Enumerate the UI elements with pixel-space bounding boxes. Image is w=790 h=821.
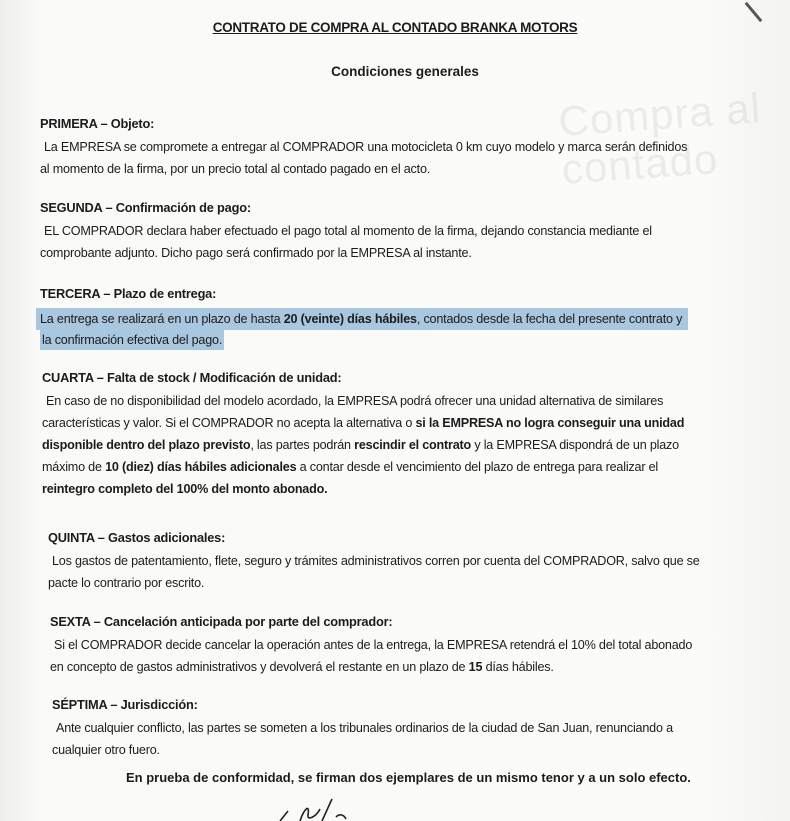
clause-line xyxy=(42,414,684,436)
bold-term: si la EMPRESA no logra conseguir una unidad xyxy=(415,416,685,430)
clause-line: pacte lo contrario por escrito. xyxy=(48,576,205,590)
bold-term: 20 (veinte) días hábiles xyxy=(283,312,417,326)
clause-line: Ante cualquier conflicto, las partes se someten a los tribunales ordinarios de la ciudad de San Juan, renunciando a xyxy=(56,721,673,735)
clause-line: Si el COMPRADOR decide cancelar la operación antes de la entrega, la EMPRESA retendrá el 10% del total abonado xyxy=(54,638,693,652)
text-run: máximo de xyxy=(42,460,106,474)
text-run: La entrega se realizará en un plazo de hasta xyxy=(40,312,284,326)
clause-cuarta xyxy=(42,370,684,502)
clause-line: En caso de no disponibilidad del modelo acordado, la EMPRESA podrá ofrecer una unidad alternativa de similares xyxy=(46,394,664,408)
text-run: , las partes podrán xyxy=(250,438,355,452)
clause-primera xyxy=(40,116,687,182)
clause-line: Los gastos de patentamiento, flete, seguro y trámites administrativos corren por cuenta del COMPRADOR, salvo que se xyxy=(52,554,700,568)
text-highlight xyxy=(36,308,688,330)
clause-line xyxy=(42,458,684,480)
clause-line xyxy=(42,436,684,458)
closing-statement: En prueba de conformidad, se firman dos ejemplares de un mismo tenor y a un solo efecto. xyxy=(126,770,691,785)
document-title: CONTRATO DE COMPRA AL CONTADO BRANKA MOTORS xyxy=(212,20,578,35)
bleed-through-text: Compra al contado xyxy=(556,83,763,193)
bold-term: 15 xyxy=(468,660,483,674)
signature-icon xyxy=(260,795,370,821)
clause-septima xyxy=(52,697,673,763)
clause-line xyxy=(50,658,692,680)
document-subtitle: Condiciones generales xyxy=(331,64,479,79)
text-highlight: la confirmación efectiva del pago. xyxy=(40,330,224,350)
clause-line: EL COMPRADOR declara haber efectuado el pago total al momento de la firma, dejando constancia mediante el xyxy=(44,224,652,238)
clause-tercera xyxy=(40,286,688,352)
text-run: en concepto de gastos administrativos y devolverá el restante en un plazo de xyxy=(50,660,469,674)
clause-heading: CUARTA – Falta de stock / Modificación de unidad: xyxy=(42,370,342,385)
bold-term: rescindir el contrato xyxy=(354,438,472,452)
clause-line: La EMPRESA se compromete a entregar al COMPRADOR una motocicleta 0 km cuyo modelo y marca serán definidos xyxy=(44,140,688,154)
highlighted-line xyxy=(40,308,688,330)
text-run: características y valor. Si el COMPRADOR no acepta la alternativa o xyxy=(42,416,416,430)
clause-heading: SÉPTIMA – Jurisdicción: xyxy=(52,697,198,712)
clause-line: al momento de la firma, por un precio total al contado pagado en el acto. xyxy=(40,162,431,176)
clause-heading: QUINTA – Gastos adicionales: xyxy=(48,530,226,545)
clause-heading: SEXTA – Cancelación anticipada por parte del comprador: xyxy=(50,614,393,629)
text-run: , contados desde la fecha del presente contrato y xyxy=(416,312,683,326)
bold-term: disponible dentro del plazo previsto xyxy=(42,438,251,452)
clause-heading: PRIMERA – Objeto: xyxy=(40,116,155,131)
clause-segunda xyxy=(40,200,652,266)
text-run: y la EMPRESA dispondrá de un plazo xyxy=(471,438,679,452)
bold-term: 10 (diez) días hábiles adicionales xyxy=(105,460,297,474)
pen-tip xyxy=(745,2,763,22)
clause-heading: SEGUNDA – Confirmación de pago: xyxy=(40,200,251,215)
highlighted-line xyxy=(40,330,688,352)
text-run: a contar desde el vencimiento del plazo de entrega para realizar el xyxy=(296,460,659,474)
clause-line: reintegro completo del 100% del monto abonado. xyxy=(42,482,328,496)
clause-quinta xyxy=(48,530,700,596)
clause-line: cualquier otro fuero. xyxy=(52,743,160,757)
clause-line: comprobante adjunto. Dicho pago será confirmado por la EMPRESA al instante. xyxy=(40,246,472,260)
clause-heading: TERCERA – Plazo de entrega: xyxy=(40,286,217,301)
clause-sexta xyxy=(50,614,692,680)
text-run: días hábiles. xyxy=(482,660,554,674)
